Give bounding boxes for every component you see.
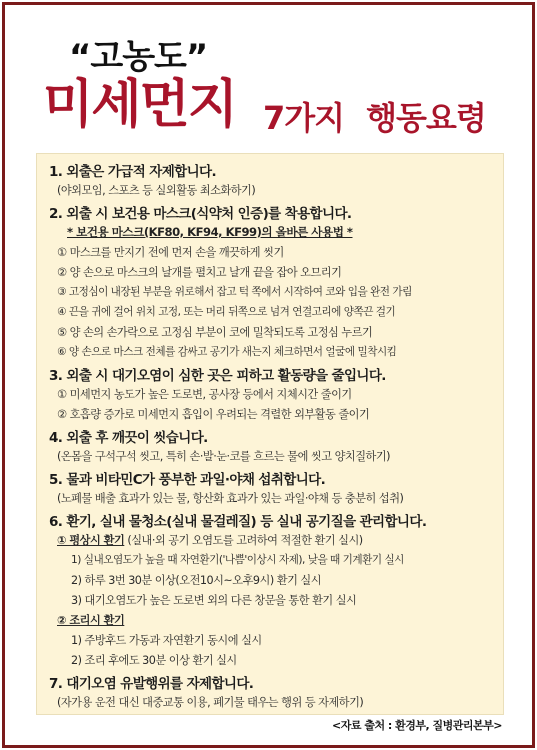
mask-usage-subheading: * 보건용 마스크(KF80, KF94, KF99)의 올바른 사용법 * xyxy=(67,225,353,239)
item-5-desc: (노폐물 배출 효과가 있는 물, 항산화 효과가 있는 과일·야채 등 충분히 섭취) xyxy=(57,492,404,505)
ventilation-normal-1: 1) 실내오염도가 높을 때 자연환기('나쁨'이상시 자제), 낮을 때 기계환기 실시 xyxy=(71,554,404,566)
ventilation-normal xyxy=(57,532,363,548)
poster-header xyxy=(5,5,532,145)
poster-subtitle-2b: 행동요령 xyxy=(366,99,486,137)
poster-subtitle: “고농도” xyxy=(69,37,208,77)
item-6-heading: 6. 환기, 실내 물청소(실내 물걸레질) 등 실내 공기질을 관리합니다. xyxy=(49,514,427,530)
poster-subtitle-2 xyxy=(263,93,486,139)
ventilation-normal-label: ① 평상시 환기 xyxy=(57,534,125,547)
item-2-heading: 2. 외출 시 보건용 마스크(식약처 인증)를 착용합니다. xyxy=(49,206,352,222)
poster-subtitle-2a: 7가지 xyxy=(263,99,345,137)
item-3-point-1: ① 미세먼지 농도가 높은 도로변, 공사장 등에서 지체시간 줄이기 xyxy=(57,388,352,401)
item-3-heading: 3. 외출 시 대기오염이 심한 곳은 피하고 활동량을 줄입니다. xyxy=(49,368,386,384)
ventilation-cooking-1: 1) 주방후드 가동과 자연환기 동시에 실시 xyxy=(71,634,262,647)
poster-title: 미세먼지 xyxy=(43,75,236,135)
item-1-heading: 1. 외출은 가급적 자제합니다. xyxy=(49,164,217,180)
ventilation-cooking-label: ② 조리시 환기 xyxy=(57,614,125,627)
item-7-heading: 7. 대기오염 유발행위를 자제합니다. xyxy=(49,676,254,692)
item-7-desc: (자가용 운전 대신 대중교통 이용, 폐기물 태우는 행위 등 자제하기) xyxy=(57,696,364,709)
mask-step-3: ③ 고정심이 내장된 부분을 위로해서 잡고 턱 쪽에서 시작하여 코와 입을 완전 가림 xyxy=(57,286,412,298)
item-3-point-2: ② 호흡량 증가로 미세먼지 흡입이 우려되는 격렬한 외부활동 줄이기 xyxy=(57,408,370,421)
item-4-heading: 4. 외출 후 깨끗이 씻습니다. xyxy=(49,430,208,446)
mask-step-1: ① 마스크를 만지기 전에 먼저 손을 깨끗하게 씻기 xyxy=(57,246,284,259)
mask-step-2: ② 양 손으로 마스크의 날개를 펼치고 날개 끝을 잡아 오므리기 xyxy=(57,266,342,279)
ventilation-normal-2: 2) 하루 3번 30분 이상(오전10시~오후9시) 환기 실시 xyxy=(71,574,322,587)
poster-frame xyxy=(2,2,535,748)
ventilation-cooking-2: 2) 조리 후에도 30분 이상 환기 실시 xyxy=(71,654,237,667)
mask-step-4: ④ 끈을 귀에 걸어 위치 고정, 또는 머리 뒤쪽으로 넘겨 연결고리에 양쪽끈 걸기 xyxy=(57,306,396,318)
item-4-desc: (온몸을 구석구석 씻고, 특히 손·발·눈·코를 흐르는 물에 씻고 양치질하기) xyxy=(57,450,391,463)
source-credit: <자료 출처 : 환경부, 질병관리본부> xyxy=(332,719,502,732)
ventilation-normal-3: 3) 대기오염도가 높은 도로변 외의 다른 창문을 통한 환기 실시 xyxy=(71,594,357,607)
ventilation-normal-desc: (실내·외 공기 오염도를 고려하여 적절한 환기 실시) xyxy=(127,534,363,547)
item-5-heading: 5. 물과 비타민C가 풍부한 과일·야채 섭취합니다. xyxy=(49,472,326,488)
mask-step-5: ⑤ 양 손의 손가락으로 고정심 부분이 코에 밀착되도록 고정심 누르기 xyxy=(57,326,373,339)
item-1-desc: (야외모임, 스포츠 등 실외활동 최소화하기) xyxy=(57,184,256,197)
guidelines-panel xyxy=(36,153,504,715)
mask-step-6: ⑥ 양 손으로 마스크 전체를 감싸고 공기가 새는지 체크하면서 얼굴에 밀착시킴 xyxy=(57,346,397,358)
